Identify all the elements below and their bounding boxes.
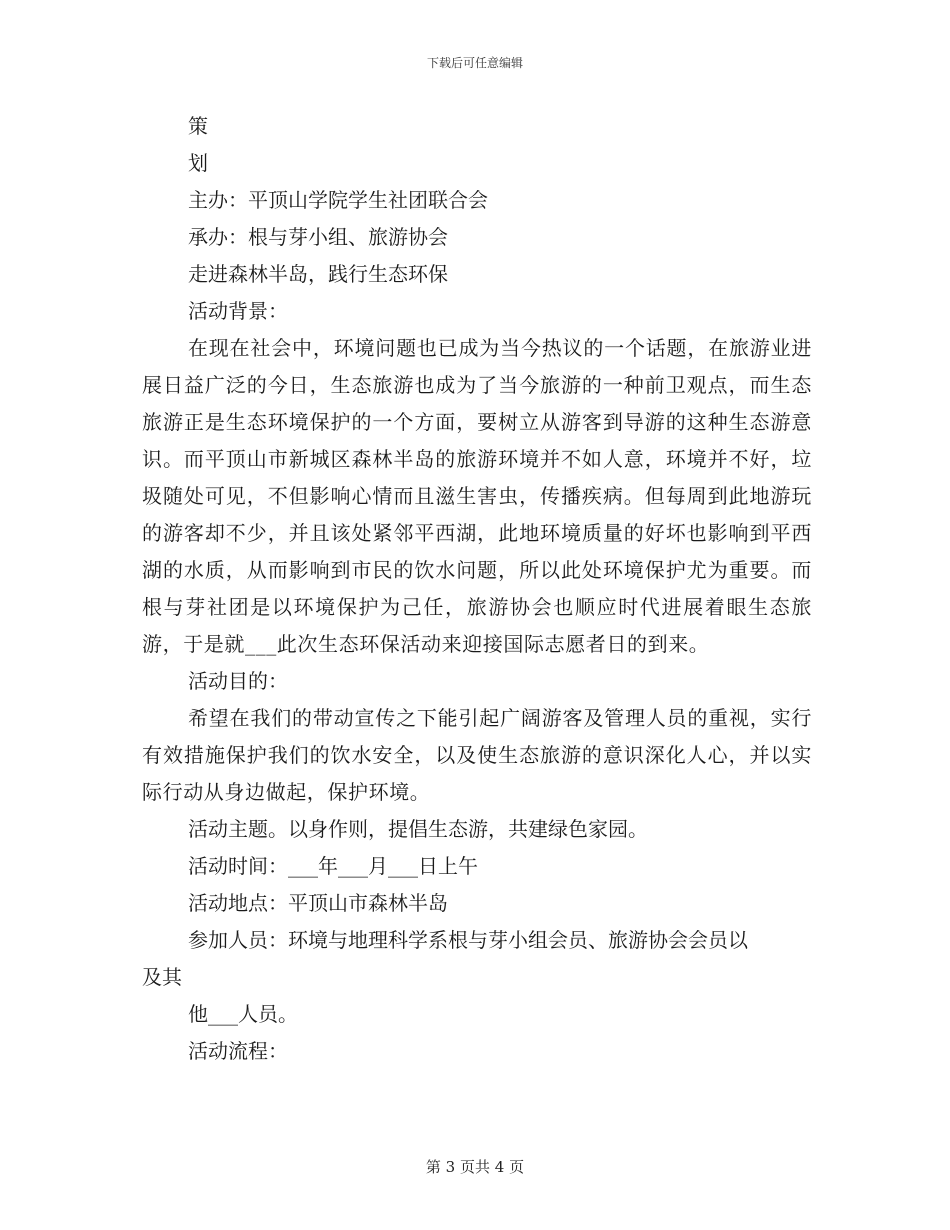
page-footer: 第 3 页共 4 页 bbox=[425, 1158, 525, 1176]
flow-title: 活动流程： bbox=[188, 1039, 288, 1063]
purpose-paragraph: 希望在我们的带动宣传之下能引起广阔游客及管理人员的重视，实行有效措施保护我们的饮水安全，以及使生态旅游的意识深化人心，并以实际行动从身边做起，保护环境。 bbox=[142, 706, 812, 804]
background-paragraph: 在现在社会中，环境问题也已成为当今热议的一个话题，在旅游业进展日益广泛的今日，生态旅游也成为了当今旅游的一种前卫观点，而生态旅游正是生态环境保护的一个方面，要树立从游客到导游的这种生态游意识。而平顶山市新城区森林半岛的旅游环境并不如人意，环境并不好，垃圾随处可见，不但影响心情而且滋生害虫，传播疾病。但每周到此地游玩的游客却不少，并且该处紧邻平西湖，此地环境质量的好坏也影响到平西湖的水质，从而影响到市民的饮水问题，所以此处环境保护尤为重要。而根与芽社团是以环境保护为己任，旅游协会也顺应时代进展着眼生态旅游，于是就___此次生态环保活动来迎接国际志愿者日的到来。 bbox=[142, 336, 812, 656]
participants-line-1: 参加人员：环境与地理科学系根与芽小组会员、旅游协会会员以 bbox=[188, 928, 748, 952]
document-body bbox=[142, 108, 812, 1070]
background-title: 活动背景： bbox=[188, 299, 288, 323]
text-line-2: 划 bbox=[188, 151, 208, 175]
organizer-line: 主办：平顶山学院学生社团联合会 bbox=[188, 188, 488, 212]
purpose-title: 活动目的： bbox=[188, 669, 288, 693]
text-line-1: 策 bbox=[188, 114, 208, 138]
participants-line-2: 及其 bbox=[142, 965, 182, 989]
participants-line-3: 他___人员。 bbox=[188, 1002, 298, 1026]
place-line: 活动地点：平顶山市森林半岛 bbox=[188, 891, 448, 915]
theme-line: 活动主题。以身作则，提倡生态游，共建绿色家园。 bbox=[188, 817, 648, 841]
page-header: 下载后可任意编辑 bbox=[426, 56, 523, 70]
slogan-line: 走进森林半岛，践行生态环保 bbox=[188, 262, 448, 286]
time-line: 活动时间：___年___月___日上午 bbox=[188, 854, 478, 878]
co-organizer-line: 承办：根与芽小组、旅游协会 bbox=[188, 225, 448, 249]
